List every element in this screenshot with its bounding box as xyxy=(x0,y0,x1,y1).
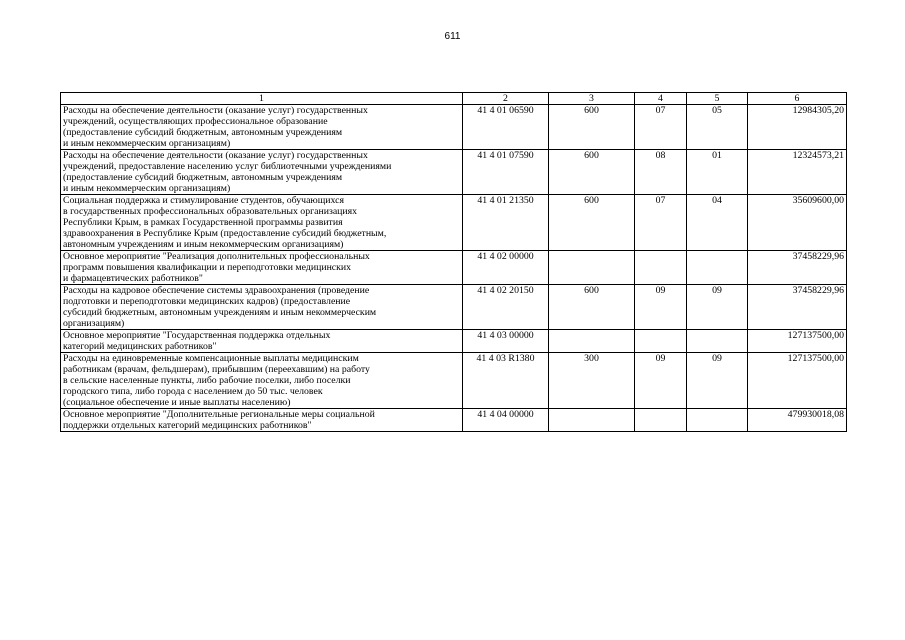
column-header-3: 3 xyxy=(549,93,635,105)
row-subsection: 04 xyxy=(687,195,748,251)
row-expense-type xyxy=(549,330,635,353)
row-subsection: 01 xyxy=(687,150,748,195)
table-row xyxy=(61,285,847,330)
row-description: Расходы на обеспечение деятельности (оказание услуг) государственных учреждений, осуществляющих профессиональное образование (предоставление субсидий бюджетным, автономным учреждениям и иным некоммерческим организациям) xyxy=(61,105,463,150)
row-subsection: 05 xyxy=(687,105,748,150)
page-number: 611 xyxy=(444,31,461,42)
table-row xyxy=(61,409,847,432)
row-code: 41 4 01 21350 xyxy=(463,195,549,251)
row-amount: 127137500,00 xyxy=(748,353,847,409)
row-section: 07 xyxy=(635,195,687,251)
row-amount: 12984305,20 xyxy=(748,105,847,150)
row-description: Социальная поддержка и стимулирование студентов, обучающихся в государственных профессиональных образовательных организациях Республики Крым, в рамках Государственной программы развития здравоохранения в Республике Крым (предоставление субсидий бюджетным, автономным учреждениям и иным некоммерческим организациям) xyxy=(61,195,463,251)
row-section xyxy=(635,251,687,285)
row-expense-type: 600 xyxy=(549,285,635,330)
row-amount: 35609600,00 xyxy=(748,195,847,251)
row-subsection: 09 xyxy=(687,285,748,330)
row-amount: 127137500,00 xyxy=(748,330,847,353)
column-header-1: 1 xyxy=(61,93,463,105)
row-code: 41 4 01 06590 xyxy=(463,105,549,150)
row-section xyxy=(635,330,687,353)
row-expense-type xyxy=(549,409,635,432)
row-code: 41 4 01 07590 xyxy=(463,150,549,195)
row-expense-type: 600 xyxy=(549,195,635,251)
table-row xyxy=(61,105,847,150)
row-section: 09 xyxy=(635,353,687,409)
column-header-5: 5 xyxy=(687,93,748,105)
row-expense-type: 300 xyxy=(549,353,635,409)
row-section: 07 xyxy=(635,105,687,150)
table-row xyxy=(61,353,847,409)
row-amount: 37458229,96 xyxy=(748,285,847,330)
row-description: Расходы на кадровое обеспечение системы здравоохранения (проведение подготовки и переподготовки медицинских кадров) (предоставление субсидий бюджетным, автономным учреждениям и иным некоммерческим организациям) xyxy=(61,285,463,330)
budget-table xyxy=(60,92,847,432)
row-subsection xyxy=(687,409,748,432)
row-section: 08 xyxy=(635,150,687,195)
row-code: 41 4 02 20150 xyxy=(463,285,549,330)
row-description: Расходы на единовременные компенсационные выплаты медицинским работникам (врачам, фельдшерам), прибывшим (переехавшим) на работу в сельские населенные пункты, либо рабочие поселки, либо поселки городского типа, либо города с населением до 50 тыс. человек (социальное обеспечение и иные выплаты населению) xyxy=(61,353,463,409)
row-code: 41 4 03 R1380 xyxy=(463,353,549,409)
row-expense-type: 600 xyxy=(549,105,635,150)
row-subsection xyxy=(687,330,748,353)
row-amount: 37458229,96 xyxy=(748,251,847,285)
row-expense-type xyxy=(549,251,635,285)
column-header-6: 6 xyxy=(748,93,847,105)
row-description: Расходы на обеспечение деятельности (оказание услуг) государственных учреждений, предоставление населению услуг библиотечными учреждениями (предоставление субсидий бюджетным, автономным учреждениям и иным некоммерческим организациям) xyxy=(61,150,463,195)
row-subsection: 09 xyxy=(687,353,748,409)
table-row xyxy=(61,330,847,353)
table-row xyxy=(61,195,847,251)
column-number-row xyxy=(61,93,847,105)
column-header-2: 2 xyxy=(463,93,549,105)
row-expense-type: 600 xyxy=(549,150,635,195)
column-header-4: 4 xyxy=(635,93,687,105)
row-subsection xyxy=(687,251,748,285)
row-description: Основное мероприятие "Дополнительные региональные меры социальной поддержки отдельных категорий медицинских работников" xyxy=(61,409,463,432)
table-row xyxy=(61,251,847,285)
row-amount: 12324573,21 xyxy=(748,150,847,195)
table-row xyxy=(61,150,847,195)
row-code: 41 4 04 00000 xyxy=(463,409,549,432)
row-section: 09 xyxy=(635,285,687,330)
row-code: 41 4 02 00000 xyxy=(463,251,549,285)
row-section xyxy=(635,409,687,432)
row-description: Основное мероприятие "Реализация дополнительных профессиональных программ повышения квалификации и переподготовки медицинских и фармацевтических работников" xyxy=(61,251,463,285)
row-code: 41 4 03 00000 xyxy=(463,330,549,353)
row-description: Основное мероприятие "Государственная поддержка отдельных категорий медицинских работников" xyxy=(61,330,463,353)
row-amount: 479930018,08 xyxy=(748,409,847,432)
